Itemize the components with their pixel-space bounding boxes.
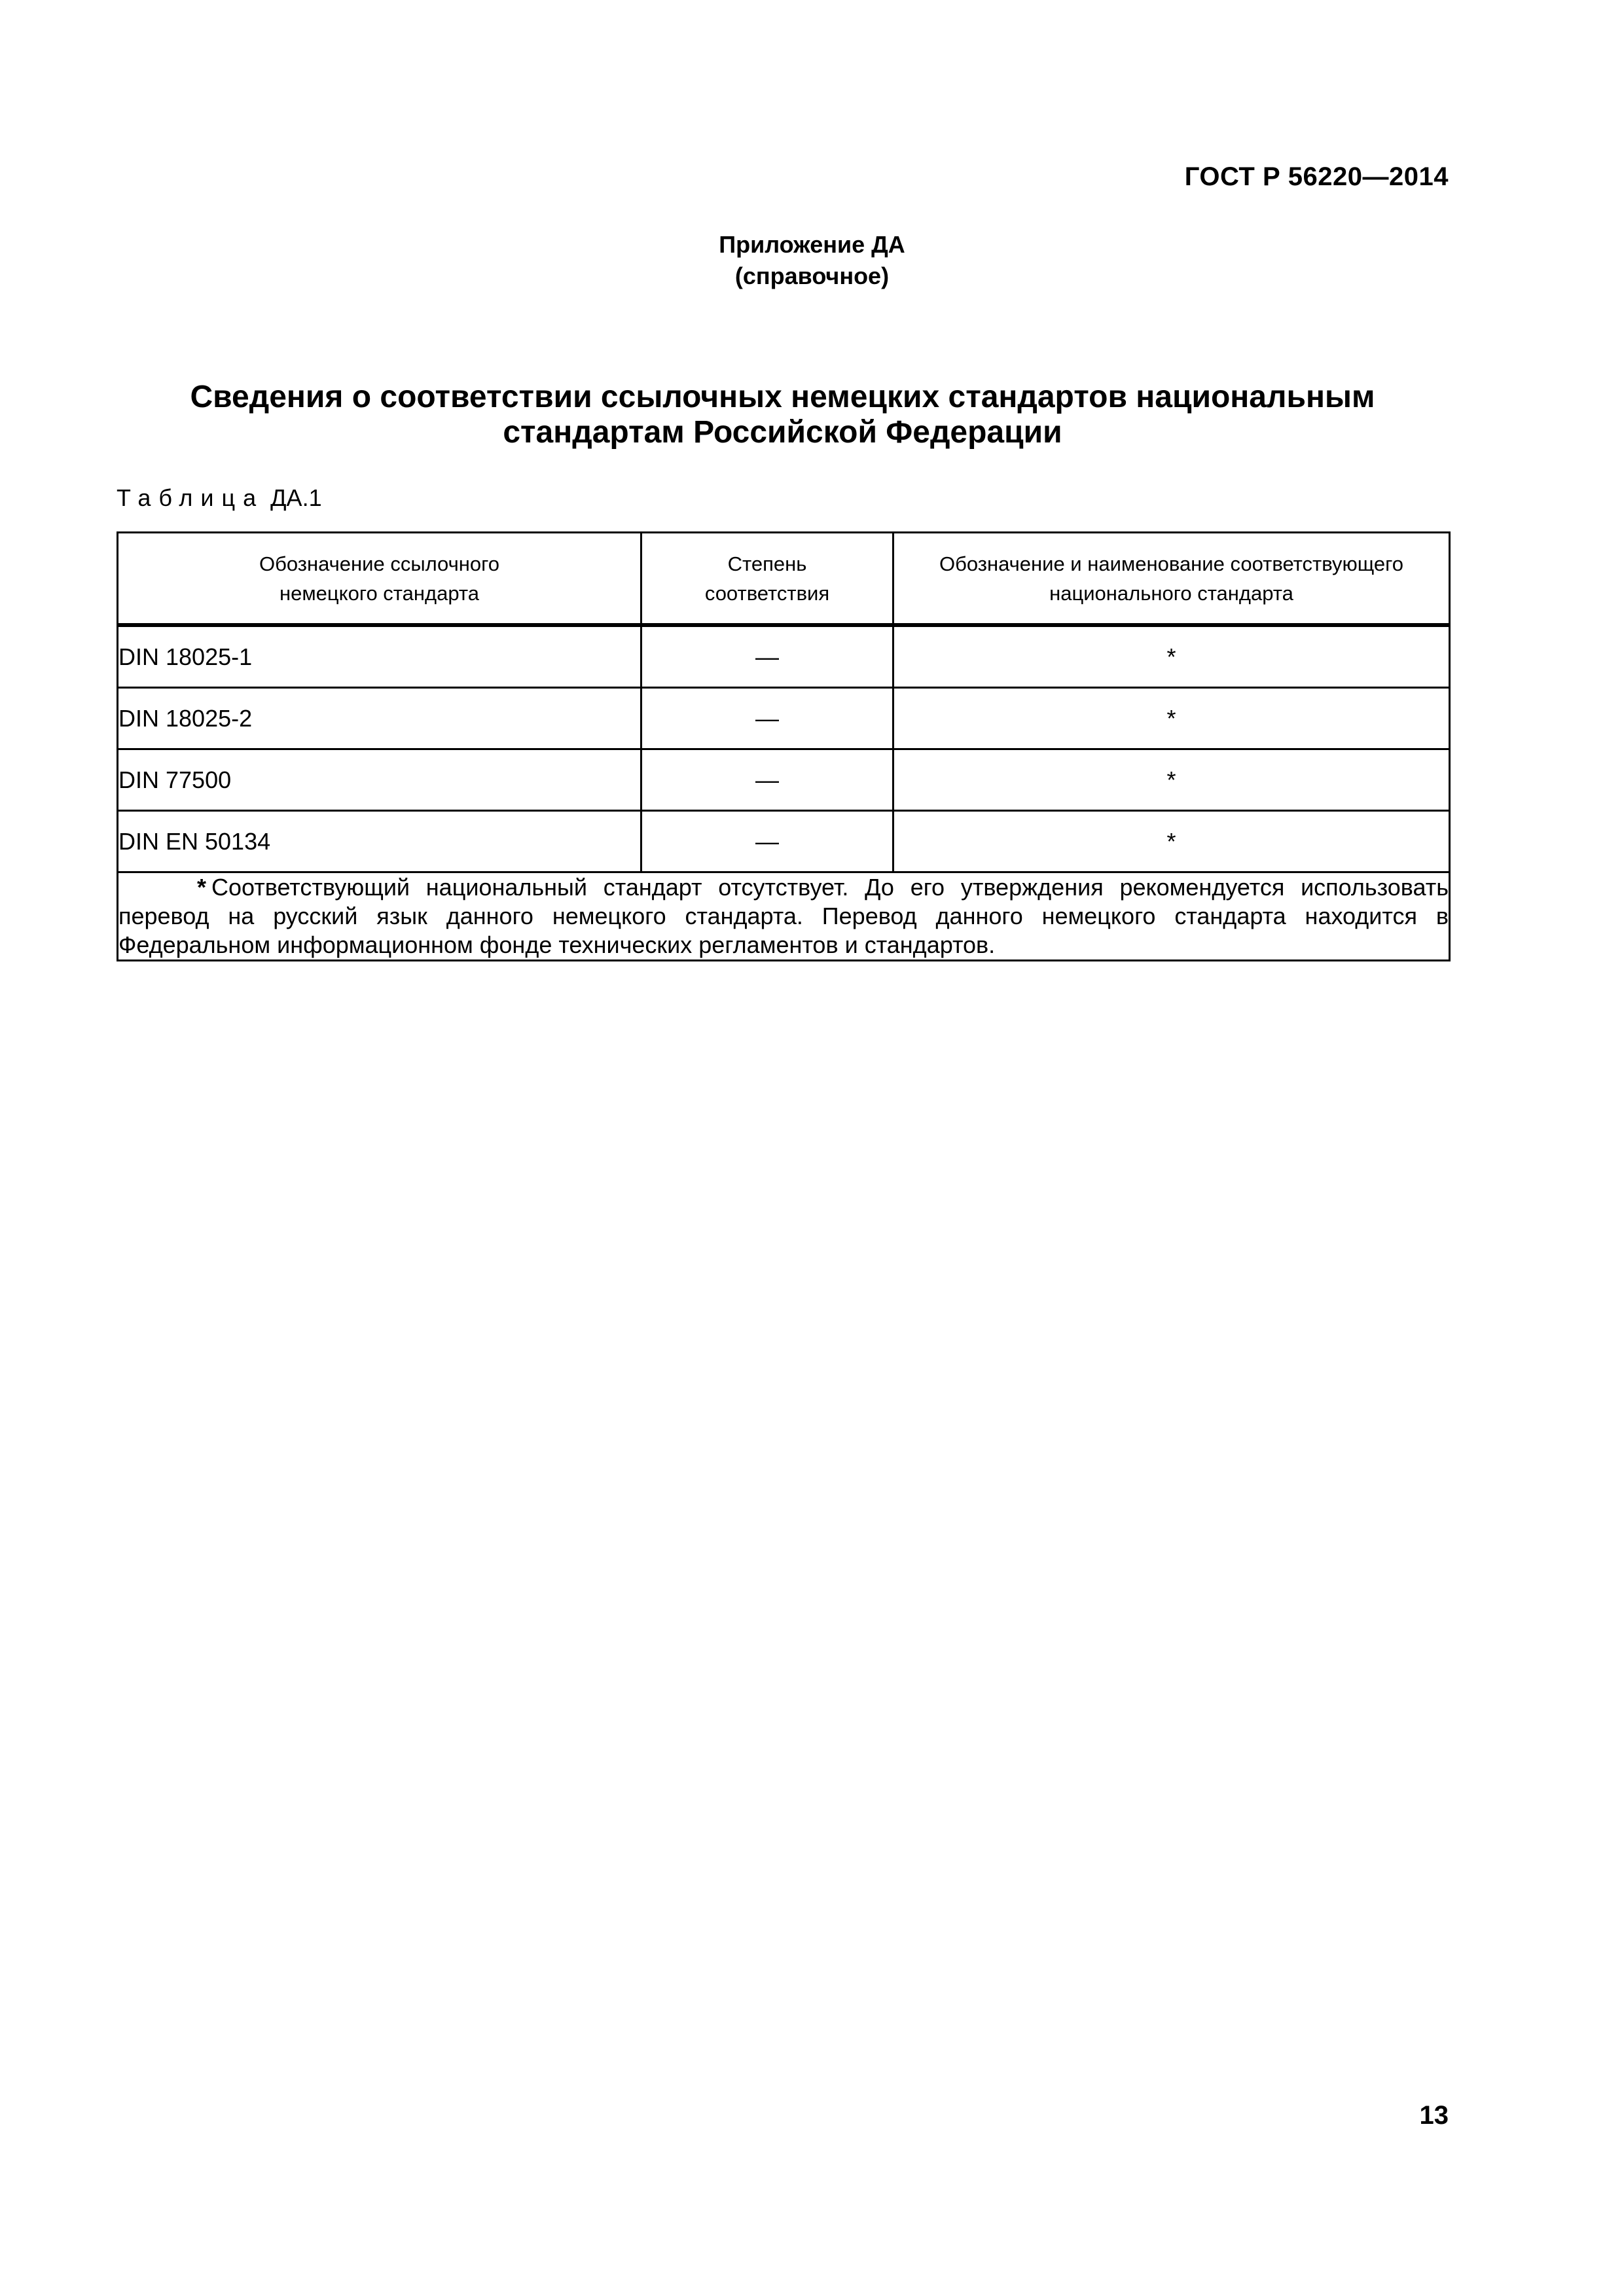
cell-designation: DIN 18025-1 [118, 625, 641, 688]
header-degree-line-1: Степень [727, 552, 807, 575]
cell-national-standard: * [893, 688, 1450, 749]
header-designation [118, 533, 641, 626]
appendix-title: Приложение ДА [719, 231, 905, 258]
document-code: ГОСТ Р 56220—2014 [1184, 162, 1449, 191]
table-row [118, 688, 1450, 749]
table-row [118, 625, 1450, 688]
page-number: 13 [1419, 2101, 1449, 2130]
page-title [117, 380, 1449, 450]
cell-designation: DIN EN 50134 [118, 811, 641, 872]
cell-degree: — [641, 688, 893, 749]
header-degree-line-2: соответствия [704, 581, 830, 605]
table-footnote [118, 872, 1450, 961]
appendix-heading [0, 229, 1624, 292]
header-national-standard [893, 533, 1450, 626]
footnote-text: Соответствующий национальный стандарт отсутствует. До его утверждения рекомендуется использовать перевод на русский язык данного немецкого стандарта. Перевод данного немецкого стандарта находится в Федеральном информационном фонде технических регламентов и стандартов. [118, 874, 1449, 958]
cell-national-standard: * [893, 811, 1450, 872]
header-degree [641, 533, 893, 626]
header-designation-line-2: немецкого стандарта [280, 581, 479, 605]
cell-degree: — [641, 625, 893, 688]
table-footnote-row [118, 872, 1450, 961]
appendix-subtitle: (справочное) [734, 262, 890, 289]
cell-degree: — [641, 811, 893, 872]
table-caption-number: ДА.1 [270, 484, 322, 511]
conformity-table [117, 531, 1451, 961]
cell-degree: — [641, 749, 893, 811]
table-row [118, 749, 1450, 811]
table-caption [117, 484, 322, 512]
cell-national-standard: * [893, 625, 1450, 688]
header-designation-line-1: Обозначение ссылочного [259, 552, 499, 575]
cell-designation: DIN 18025-2 [118, 688, 641, 749]
table-caption-label: Таблица [117, 484, 264, 511]
table-row [118, 811, 1450, 872]
header-national-line-1: Обозначение и наименование соответствующего [939, 552, 1404, 575]
header-national-line-2: национального стандарта [1049, 581, 1293, 605]
footnote-mark: * [197, 874, 207, 901]
page-title-line-1: Сведения о соответствии ссылочных немецких стандартов национальным [190, 380, 1375, 414]
page-title-line-2: стандартам Российской Федерации [503, 415, 1062, 450]
cell-designation: DIN 77500 [118, 749, 641, 811]
cell-national-standard: * [893, 749, 1450, 811]
table-header-row [118, 533, 1450, 626]
